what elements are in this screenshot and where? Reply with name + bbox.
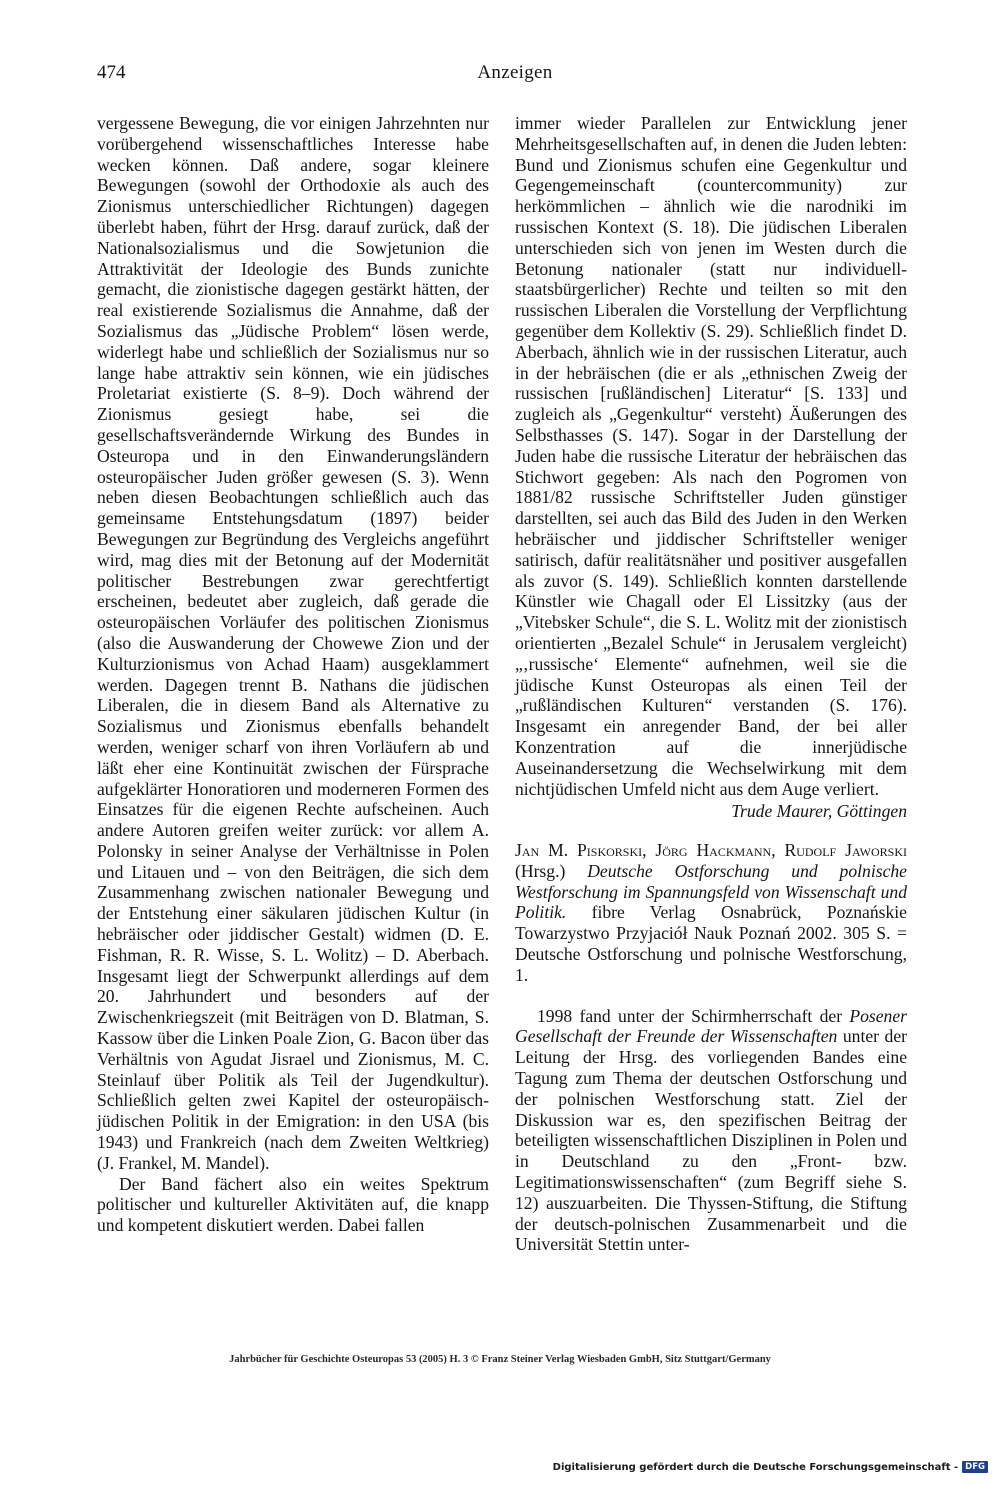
page-number: 474 (97, 62, 126, 83)
left-paragraph-2: Der Band fächert also ein weites Spektrum politischer und kultureller Aktivitäten auf, die knapp und kompetent diskutiert werden. Dabei fallen (97, 1173, 489, 1236)
review-society-name: Posener Gesellschaft der Freunde der Wissenschaften (515, 1005, 907, 1047)
biblio-publication-details: fibre Verlag Osnabrück, Poznańskie Towarzystwo Przyjaciół Nauk Poznań 2002. 305 S. = Deutsche Ostforschung und polnische Westforschung, 1. (515, 902, 907, 985)
review-continuation: unter der Leitung der Hrsg. des vorliegenden Bandes eine Tagung zum Thema der deutschen Ostforschung und der polnischen Westforschung statt. Ziel der Diskussion war es, den spezifischen Beitrag der beteiligten wissenschaftlichen Disziplinen in Polen und in Deutschland zu den „Front- bzw. Legitimationswissenschaften“ (zum Begriff siehe S. 12) auszuarbeiten. Die Thyssen-Stiftung, die Stiftung der deutsch-polnischen Zusammenarbeit und die Universität Stettin unter- (515, 1026, 907, 1255)
right-column (515, 113, 907, 1255)
journal-footer: Jahrbücher für Geschichte Osteuropas 53 (2005) H. 3 © Franz Steiner Verlag Wiesbaden GmbH, Sitz Stuttgart/Germany (229, 1354, 771, 1365)
left-paragraph-1: vergessene Bewegung, die vor einigen Jahrzehnten nur vorübergehend wissenschaftliches Interesse habe wecken können. Daß andere, sogar kleinere Bewegungen (sowohl der Orthodoxie als auch des Zionismus unterschiedlicher Richtungen) dagegen überlebt haben, führt der Hrsg. darauf zurück, daß der Nationalsozialismus und die Sowjetunion die Attraktivität der Ideologie des Bunds zunichte gemacht, die zionistische dagegen gestärkt hätten, der real existierende Sozialismus die Annahme, daß der Sozialismus das „Jüdische Problem“ lösen werde, widerlegt habe und schließlich der Sozialismus nur so lange habe attraktiv sein können, wie ein jüdisches Proletariat existierte (S. 8–9). Doch während der Zionismus gesiegt habe, sei die gesellschaftsverändernde Wirkung des Bundes in Osteuropa und in den Einwanderungsländern osteuropäischer Juden größer gewesen (S. 3). Wenn neben diesen Beobachtungen schließlich auch das gemeinsame Entstehungsdatum (1897) beider Bewegungen zur Begründung des Vergleichs angeführt wird, mag dies mit der Betonung auf der Modernität politischer Bestrebungen zwar gerechtfertigt erscheinen, bedeutet aber zugleich, daß gerade die osteuropäischen Vorläufer des politischen Zionismus (also die Auswanderung der Chowewe Zion und der Kulturzionismus von Achad Haam) ausgeklammert werden. Dagegen trennt B. Nathans die jüdischen Liberalen, die in diesem Band als Alternative zu Sozialismus und Zionismus ebenfalls behandelt werden, weniger scharf von ihren Vorläufern ab und läßt eher eine Kontinuität zwischen der Fürsprache aufgeklärter Honoratioren und moderneren Formen des Einsatzes für die eigenen Rechte aufscheinen. Auch andere Autoren greifen weiter zurück: vor allem A. Polonsky in seiner Analyse der Verhältnisse in Polen und Litauen und – von den Beiträgen, die sich dem Zusammenhang zwischen nationaler Bewegung und der Entstehung einer säkularen jüdischen Kultur (in hebräischer oder jiddischer Gestalt) widmen (D. E. Fishman, R. R. Wisse, S. L. Wolitz) – D. Aberbach. Insgesamt liegt der Schwerpunkt allerdings auf dem 20. Jahrhundert und besonders auf der Zwischenkriegszeit (mit Beiträgen von D. Blatman, S. Kassow über die Linken Poale Zion, G. Bacon über das Verhältnis von Agudat Jisrael und Zionismus, M. C. Steinlauf über Politik als Teil der Jugendkultur). Schließlich gelten zwei Kapitel der osteuropäisch-jüdischen Politik in der Emigration: in den USA (bis 1943) und Frankreich (nach dem Zweiten Weltkrieg) (J. Frankel, M. Mandel). (97, 113, 489, 1173)
review-lead-text: 1998 fand unter der Schirmherrschaft der (537, 1005, 843, 1026)
right-paragraph-1: immer wieder Parallelen zur Entwicklung jener Mehrheitsgesellschaften auf, in denen die Juden lebten: Bund und Zionismus schufen eine Gegenkultur und Gegengemeinschaft (countercommunity) zur herkömmlichen – ähnlich wie die narodniki im russischen Kontext (S. 18). Die jüdischen Liberalen unterschieden sich von jenen im Westen durch die Betonung nationaler (statt nur individuell-staatsbürgerlicher) Rechte und teilten so mit den russischen Liberalen die Vorstellung der Verpflichtung gegenüber dem Kollektiv (S. 29). Schließlich findet D. Aberbach, ähnlich wie in der russischen Literatur, auch in der hebräischen (die er als „ethnischen Zweig der russischen [rußländischen] Literatur“ [S. 133] und zugleich als „Gegenkultur“ versteht) Äußerungen des Selbsthasses (S. 147). Sogar in der Darstellung der Juden habe die russische Literatur der hebräischen das Stichwort gegeben: Als nach den Pogromen von 1881/82 russische Schriftsteller Juden günstiger darstellten, sei auch das Bild des Juden in den Werken hebräischer und jiddischer Schriftsteller weniger satirisch, dafür realitätsnäher und positiver ausgefallen als zuvor (S. 149). Schließlich konnten darstellende Künstler wie Chagall oder El Lissitzky (aus der „Vitebsker Schule“, die S. L. Wolitz mit der zionistisch orientierten „Bezalel Schule“ in Jerusalem vergleicht) „‚russische‘ Elemente“ aufnehmen, weil sie die jüdische Kunst Osteuropas als einen Teil der „rußländischen Kulturen“ verstanden (S. 176). Insgesamt ein anregender Band, der bei aller Konzentration auf die innerjüdische Auseinandersetzung die Wechselwirkung mit dem nichtjüdischen Umfeld nicht aus dem Auge verliert. (515, 113, 907, 799)
biblio-title: Deutsche Ostforschung und polnische Westforschung im Spannungsfeld von Wissenschaft und Politik. (515, 860, 907, 923)
left-column (97, 113, 489, 1236)
biblio-authors: Jan M. Piskorski, Jörg Hackmann, Rudolf Jaworski (515, 840, 907, 861)
review-paragraph-1 (515, 1006, 907, 1256)
bibliographic-entry (515, 840, 907, 986)
reviewer-signature: Trude Maurer, Göttingen (731, 801, 907, 822)
biblio-editor-note: (Hrsg.) (515, 860, 566, 881)
dfg-logo-icon: DFG (962, 1461, 988, 1473)
digitization-notice (553, 1461, 988, 1473)
digitization-text: Digitalisierung gefördert durch die Deutsche Forschungsgemeinschaft - (552, 1461, 959, 1473)
running-head: Anzeigen (477, 62, 553, 83)
